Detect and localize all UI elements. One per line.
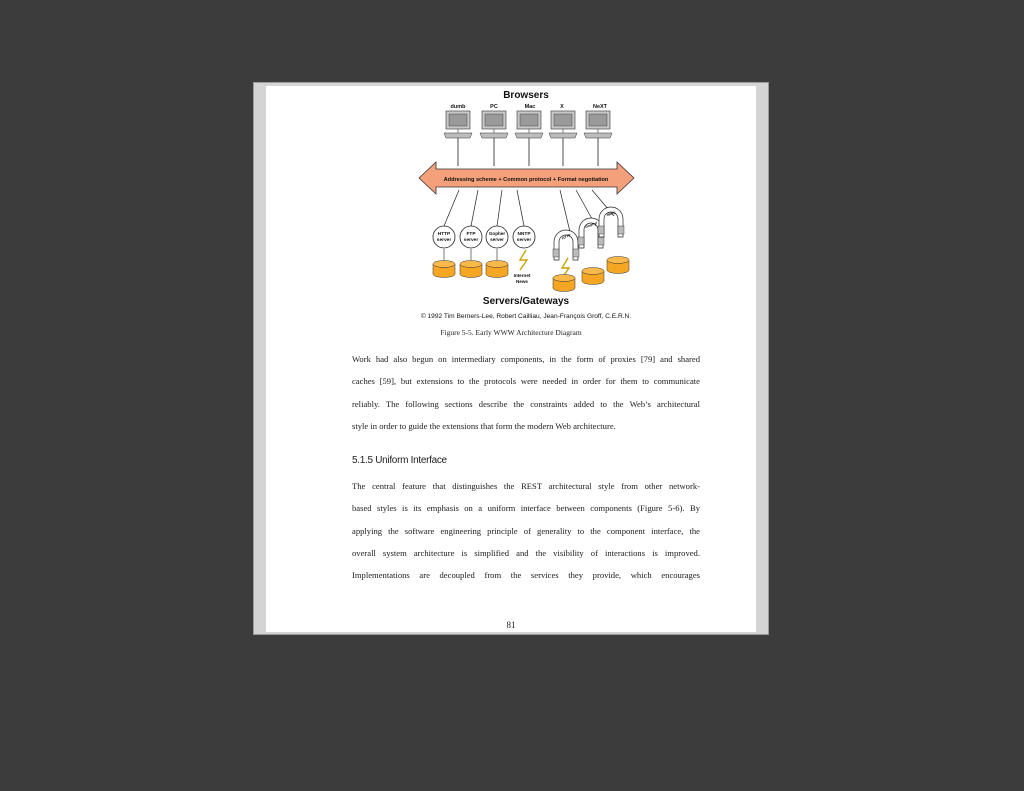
server-gopher bbox=[486, 226, 508, 248]
browser-label-mac: Mac bbox=[524, 104, 536, 110]
disk-icon bbox=[433, 249, 455, 278]
server-nntp bbox=[513, 226, 535, 248]
disk-icon bbox=[486, 249, 508, 278]
svg-text:Gopher: Gopher bbox=[584, 220, 599, 230]
disk-icon bbox=[582, 268, 604, 285]
gateway-wais bbox=[598, 207, 624, 237]
disk-icon bbox=[460, 249, 482, 278]
svg-text:HTTP: HTTP bbox=[437, 232, 451, 237]
svg-text:FTP: FTP bbox=[466, 232, 476, 237]
server-http bbox=[433, 226, 455, 248]
disk-icon bbox=[607, 257, 629, 274]
text-line: Implementations are decoupled from the services they provide, which encourages bbox=[352, 570, 700, 581]
page-number: 81 bbox=[506, 620, 516, 630]
browser-label-dumb: dumb bbox=[450, 104, 466, 110]
paragraph-1 bbox=[352, 348, 700, 437]
browser-label-pc: PC bbox=[490, 104, 498, 110]
internet-news-label-2: News bbox=[515, 279, 529, 284]
computer-icon bbox=[549, 111, 577, 138]
svg-text:HTTP: HTTP bbox=[561, 233, 572, 241]
text-line: based styles is its emphasis on a uniform interface between components (Figure 5-6). By bbox=[352, 503, 700, 514]
svg-text:Gopher: Gopher bbox=[488, 231, 506, 236]
text-line: The central feature that distinguishes the REST architectural style from other network- bbox=[352, 481, 700, 491]
disk-icon bbox=[553, 275, 575, 292]
servers-gateways-title: Servers/Gateways bbox=[482, 296, 570, 307]
server-ftp bbox=[460, 226, 482, 248]
text-line: style in order to guide the extensions that form the modern Web architecture. bbox=[352, 420, 616, 431]
computer-icon bbox=[584, 111, 612, 138]
svg-text:WAIS: WAIS bbox=[606, 210, 617, 218]
gateway-http bbox=[553, 230, 579, 260]
browser-label-next: NeXT bbox=[592, 104, 608, 110]
architecture-diagram bbox=[266, 86, 756, 326]
section-heading: 5.1.5 Uniform Interface bbox=[352, 455, 447, 466]
text-line: reliably. The following sections describe the constraints added to the Web’s architectural bbox=[352, 398, 700, 409]
arrow-label: Addressing scheme + Common protocol + Format negotiation bbox=[443, 177, 609, 183]
svg-text:server: server bbox=[490, 237, 504, 242]
browsers-title: Browsers bbox=[503, 90, 549, 101]
computer-icon bbox=[444, 111, 472, 138]
copyright-line: © 1992 Tim Berners-Lee, Robert Cailliau, Jean-François Groff, C.E.R.N. bbox=[420, 313, 632, 320]
svg-text:server: server bbox=[436, 238, 452, 243]
svg-text:NNTP: NNTP bbox=[517, 232, 531, 237]
text-line: caches [59], but extensions to the protocols were needed in order for them to communicate bbox=[352, 376, 700, 387]
computer-icon bbox=[480, 111, 508, 138]
browser-links bbox=[458, 138, 598, 166]
paragraph-2 bbox=[352, 475, 700, 586]
lightning-icon bbox=[520, 250, 527, 270]
text-line: overall system architecture is simplified and the visibility of interactions is improved. bbox=[352, 547, 700, 558]
text-line: applying the software engineering principle of generality to the component interface, the bbox=[352, 525, 700, 536]
internet-news-label-1: Internet bbox=[513, 273, 531, 278]
svg-text:server: server bbox=[516, 238, 532, 243]
figure-caption: Figure 5-5. Early WWW Architecture Diagram bbox=[440, 328, 582, 337]
browser-label-x: X bbox=[560, 104, 564, 110]
svg-text:server: server bbox=[463, 238, 479, 243]
document-page bbox=[266, 86, 756, 632]
text-line: Work had also begun on intermediary components, in the form of proxies [79] and shared bbox=[352, 354, 700, 364]
computer-icon bbox=[515, 111, 543, 138]
